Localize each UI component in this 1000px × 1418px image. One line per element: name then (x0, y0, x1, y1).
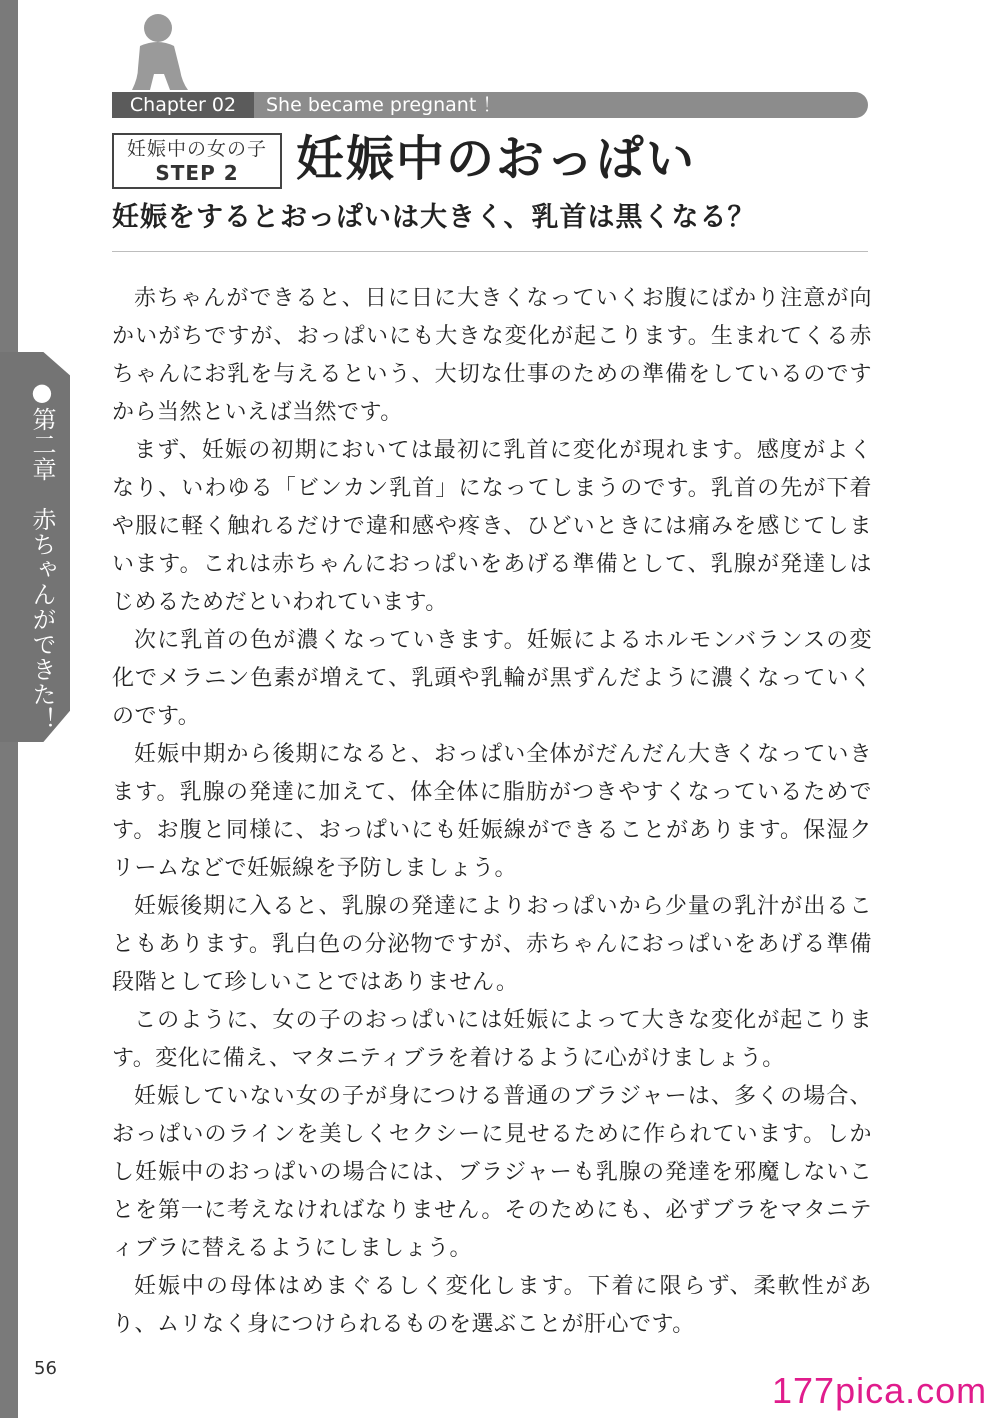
paragraph: このように、女の子のおっぱいには妊娠によって大きな変化が起こります。変化に備え、マタニティブラを着けるように心がけましょう。 (112, 1008, 872, 1071)
watermark: 177pica.com (772, 1370, 988, 1411)
page-title: 妊娠中のおっぱい (296, 131, 697, 187)
paragraph: まず、妊娠の初期においては最初に乳首に変化が現れます。感度がよくなり、いわゆる「ビンカン乳首」になってしまうのです。乳首の先が下着や服に軽く触れるだけで違和感や疼き、ひどいときには痛みを感じてしまいます。これは赤ちゃんにおっぱいをあげる準備として、乳腺が発達しはじめるためだといわれています。 (112, 438, 872, 615)
article-body (112, 280, 872, 1344)
divider (112, 251, 868, 252)
chapter-side-tab-label: ●第二章 赤ちゃんができた！ (28, 378, 56, 732)
step-badge (112, 133, 282, 189)
page-number: 56 (34, 1358, 57, 1379)
paragraph: 妊娠中の母体はめまぐるしく変化します。下着に限らず、柔軟性があり、ムリなく身につけられるものを選ぶことが肝心です。 (112, 1274, 872, 1337)
baby-silhouette-icon (130, 12, 192, 92)
paragraph: 妊娠後期に入ると、乳腺の発達によりおっぱいから少量の乳汁が出ることもあります。乳白色の分泌物ですが、赤ちゃんにおっぱいをあげる準備段階として珍しいことではありません。 (112, 894, 872, 995)
chapter-label: Chapter 02 (112, 92, 254, 118)
paragraph: 妊娠中期から後期になると、おっぱい全体がだんだん大きくなっていきます。乳腺の発達に加えて、体全体に脂肪がつきやすくなっているためです。お腹と同様に、おっぱいにも妊娠線ができることがあります。保湿クリームなどで妊娠線を予防しましょう。 (112, 742, 872, 881)
paragraph: 妊娠していない女の子が身につける普通のブラジャーは、多くの場合、おっぱいのラインを美しくセクシーに見せるために作られています。しかし妊娠中のおっぱいの場合には、ブラジャーも乳腺の発達を邪魔しないことを第一に考えなければなりません。そのためにも、必ずブラをマタニティブラに替えるようにしましょう。 (112, 1084, 872, 1261)
step-badge-series: 妊娠中の女の子 (126, 138, 267, 160)
paragraph: 次に乳首の色が濃くなっていきます。妊娠によるホルモンバランスの変化でメラニン色素が増えて、乳頭や乳輪が黒ずんだように濃くなっていくのです。 (112, 628, 872, 729)
chapter-subtitle: She became pregnant ！ (266, 94, 502, 116)
page-subtitle: 妊娠をするとおっぱいは大きく、乳首は黒くなる？ (112, 202, 756, 233)
paragraph: 赤ちゃんができると、日に日に大きくなっていくお腹にばかり注意が向かいがちですが、おっぱいにも大きな変化が起こります。生まれてくる赤ちゃんにお乳を与えるという、大切な仕事のための準備をしているのですから当然といえば当然です。 (112, 286, 872, 425)
step-badge-number: STEP 2 (155, 161, 239, 185)
